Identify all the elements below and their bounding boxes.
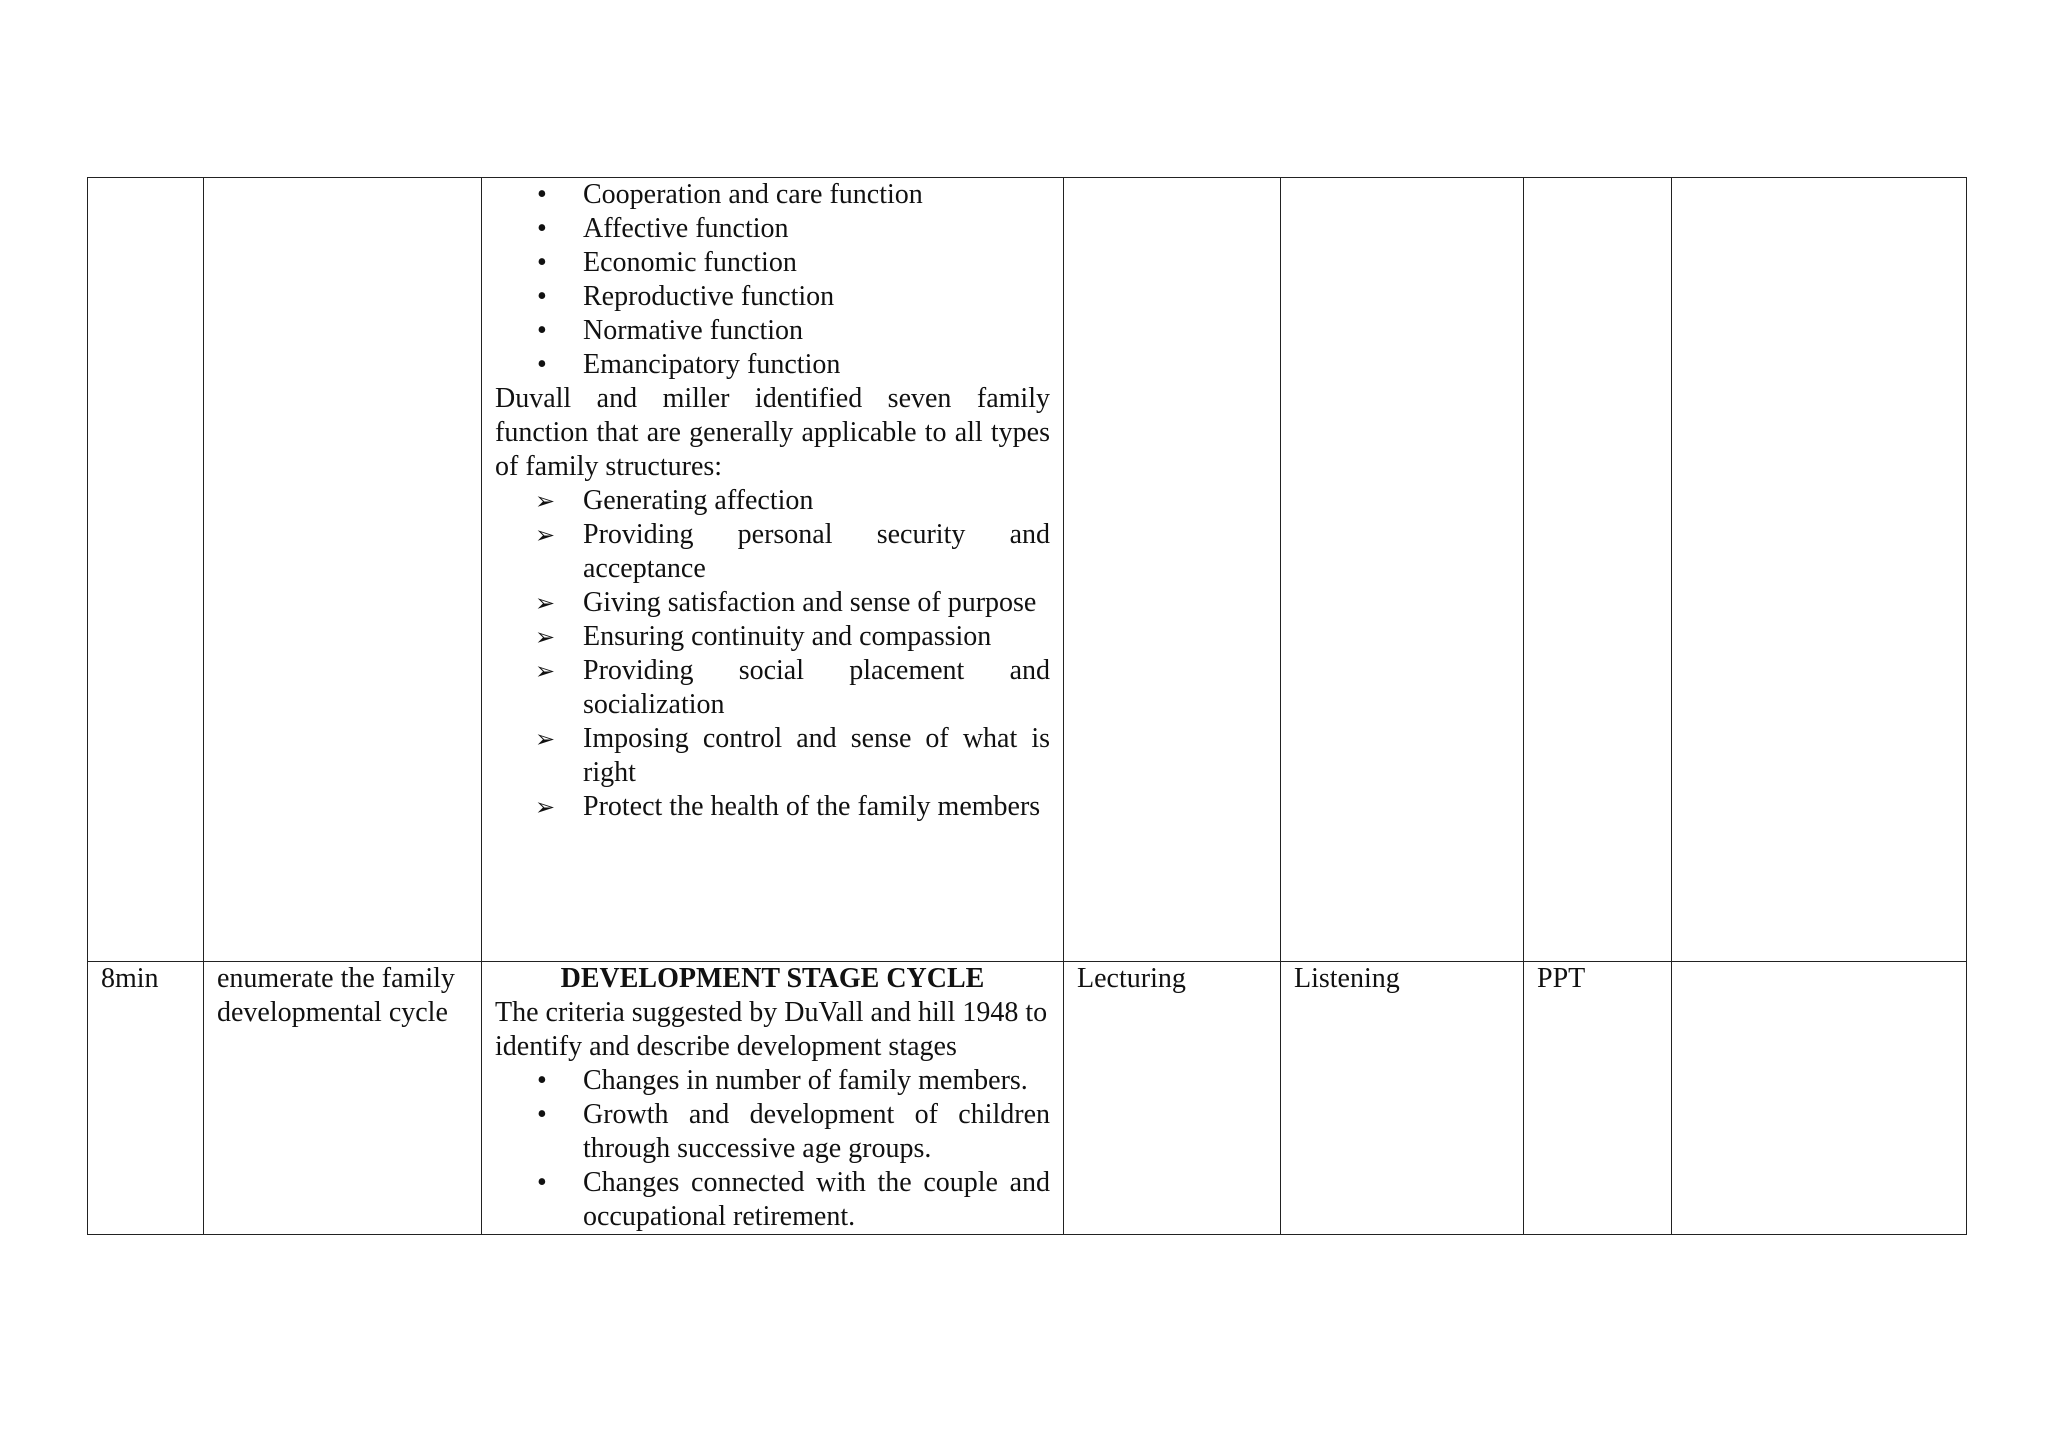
list-item: • Affective function — [495, 212, 1050, 246]
time-cell — [88, 962, 204, 1235]
learner-activity-cell — [1281, 962, 1524, 1235]
list-item: ➢ Providing social placement and socialization — [495, 654, 1050, 722]
list-item: • Emancipatory function — [495, 348, 1050, 382]
list-item: • Changes in number of family members. — [495, 1064, 1050, 1098]
list-item: • Normative function — [495, 314, 1050, 348]
av-aids-cell — [1524, 178, 1672, 962]
list-item: ➢ Ensuring continuity and compassion — [495, 620, 1050, 654]
list-item: • Economic function — [495, 246, 1050, 280]
objective-text: enumerate the family developmental cycle — [217, 963, 455, 1028]
av-aids-cell — [1524, 962, 1672, 1235]
table-row — [88, 178, 1967, 962]
learner-activity-cell — [1281, 178, 1524, 962]
list-item: ➢ Providing personal security and acceptance — [495, 518, 1050, 586]
criteria-intro-paragraph: The criteria suggested by DuVall and hill 1948 to identify and describe development stages — [495, 997, 1048, 1062]
family-functions-list — [495, 178, 1050, 382]
list-item: ➢ Giving satisfaction and sense of purpose — [495, 586, 1050, 620]
teacher-activity-cell — [1064, 962, 1281, 1235]
list-item: • Changes connected with the couple and occupational retirement. — [495, 1166, 1050, 1234]
list-item: • Reproductive function — [495, 280, 1050, 314]
teacher-activity-text: Lecturing — [1077, 963, 1186, 994]
list-item: ➢ Generating affection — [495, 484, 1050, 518]
list-item: • Growth and development of children through successive age groups. — [495, 1098, 1050, 1166]
time-cell — [88, 178, 204, 962]
objective-cell — [204, 962, 482, 1235]
table-row — [88, 962, 1967, 1235]
time-value: 8min — [101, 963, 159, 994]
duvall-intro-paragraph: Duvall and miller identified seven family function that are generally applicable to all types of family structures: — [495, 383, 1050, 482]
content-cell — [482, 962, 1064, 1235]
av-aids-text: PPT — [1537, 963, 1586, 994]
section-heading: DEVELOPMENT STAGE CYCLE — [560, 963, 985, 994]
duvall-functions-list — [495, 484, 1050, 824]
teacher-activity-cell — [1064, 178, 1281, 962]
objective-cell — [204, 178, 482, 962]
lesson-plan-table — [87, 177, 1967, 1235]
learner-activity-text: Listening — [1294, 963, 1400, 994]
list-item: ➢ Protect the health of the family members — [495, 790, 1050, 824]
list-item: • Cooperation and care function — [495, 178, 1050, 212]
content-cell — [482, 178, 1064, 962]
evaluation-cell — [1672, 962, 1967, 1235]
list-item: ➢ Imposing control and sense of what is right — [495, 722, 1050, 790]
criteria-list — [495, 1064, 1050, 1234]
evaluation-cell — [1672, 178, 1967, 962]
